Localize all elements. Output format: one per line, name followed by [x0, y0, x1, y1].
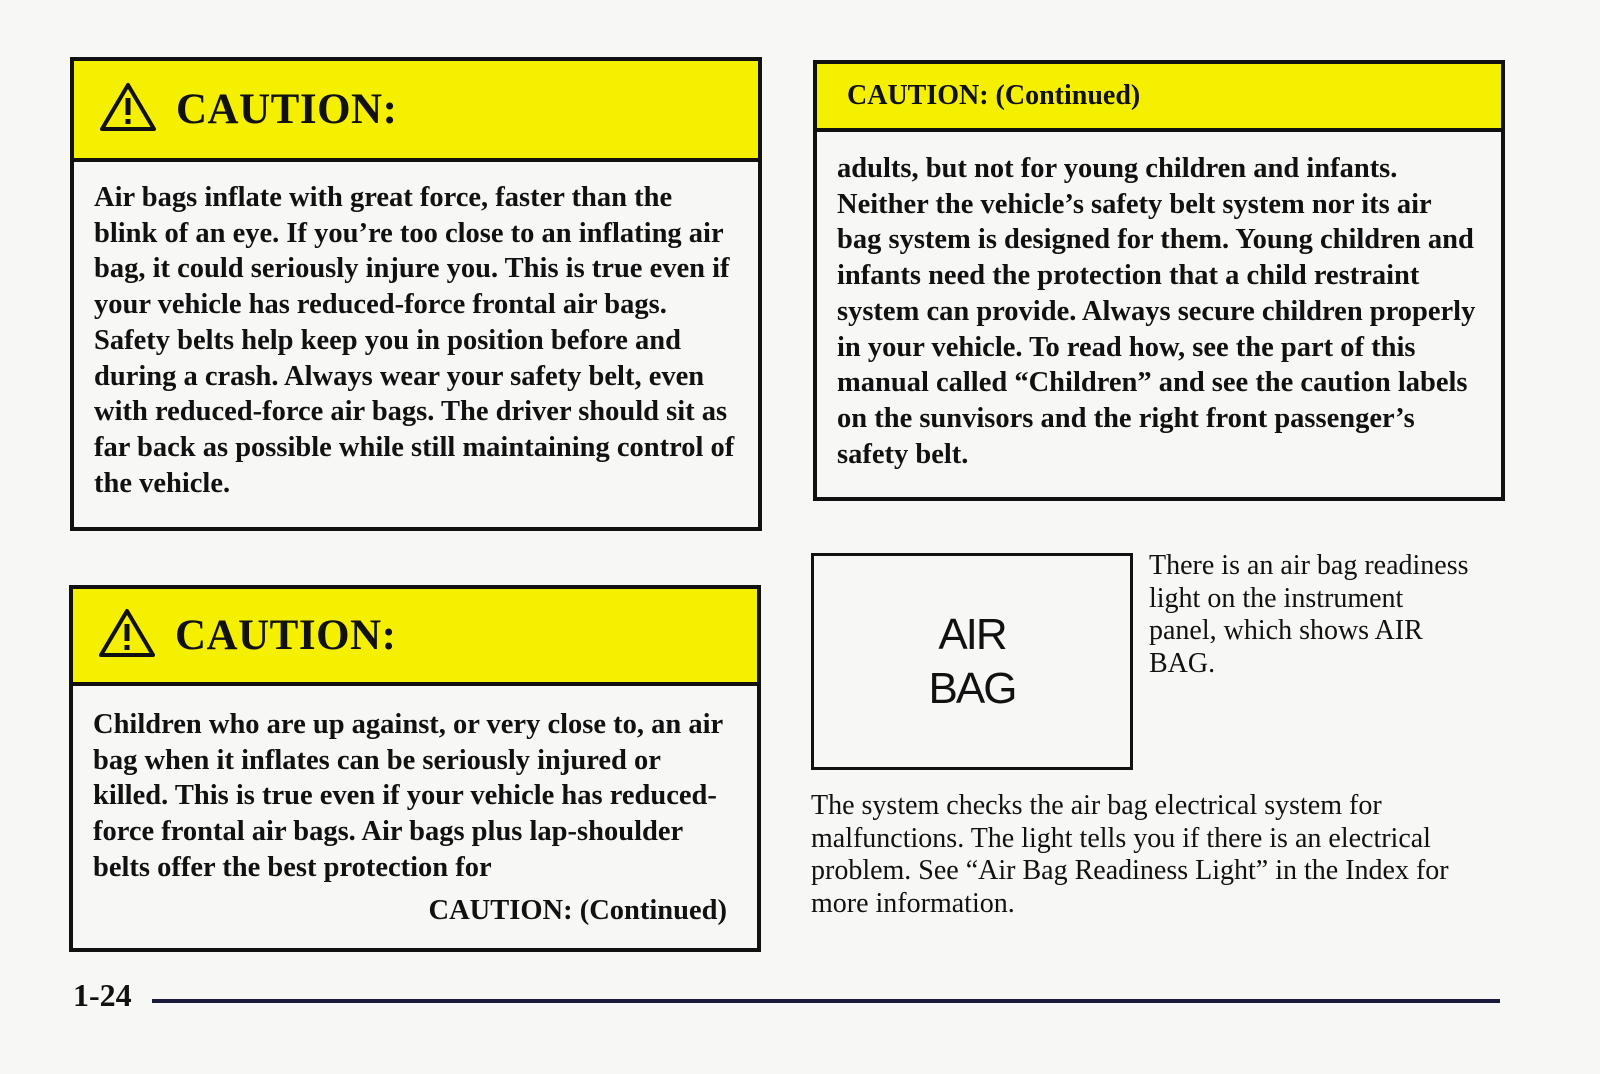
readiness-light-description: There is an air bag readiness light on the instrument panel, which shows AIR BAG.	[1149, 550, 1469, 679]
caution-text: adults, but not for young children and infants. Neither the vehicle’s safety belt system nor its air bag system is designed for them. Young children and infants need the protection that a child restraint system can provide. Always secure children properly in your vehicle. To read how, see the part of this manual called “Children” and see the caution labels on the sunvisors and the right front passenger’s safety belt.	[837, 153, 1476, 470]
caution-continued-title: CAUTION: (Continued)	[847, 80, 1141, 111]
air-bag-label-line2: BAG	[928, 663, 1016, 713]
caution-header	[74, 61, 758, 162]
caution-paragraph: Children who are up against, or very close to, an air bag when it inflates can be seriously injured or killed. This is true even if your vehicle has reduced-force frontal air bags. Air bags plus lap-shoulder belts offer the best protection for	[93, 709, 723, 883]
caution-continued-label: CAUTION: (Continued)	[428, 894, 727, 926]
caution-header	[73, 589, 757, 686]
caution-box-air-bag-force	[70, 57, 762, 531]
warning-triangle-icon	[100, 82, 156, 137]
air-bag-label-line1: AIR	[938, 609, 1006, 659]
caution-text: Air bags inflate with great force, faster than the blink of an eye. If you’re too close to an inflating air bag, it could seriously injure you. This is true even if your vehicle has reduced-force frontal air bags. Safety belts help keep you in position before and during a crash. Always wear your safety belt, even with reduced-force air bags. The driver should sit as far back as possible while still maintaining control of the vehicle.	[94, 182, 735, 499]
footer-rule	[152, 999, 1500, 1003]
caution-title: CAUTION:	[175, 612, 397, 659]
caution-text	[73, 686, 757, 928]
caution-title: CAUTION:	[176, 86, 398, 133]
caution-header	[817, 64, 1501, 132]
caution-box-children	[69, 585, 761, 952]
air-bag-readiness-light-illustration	[811, 553, 1133, 770]
caution-box-continued	[813, 60, 1505, 501]
system-check-paragraph: The system checks the air bag electrical system for malfunctions. The light tells you if there is an electrical problem. See “Air Bag Readiness Light” in the Index for more information.	[811, 790, 1449, 919]
warning-triangle-icon	[99, 608, 155, 663]
page-number: 1-24	[73, 977, 132, 1013]
